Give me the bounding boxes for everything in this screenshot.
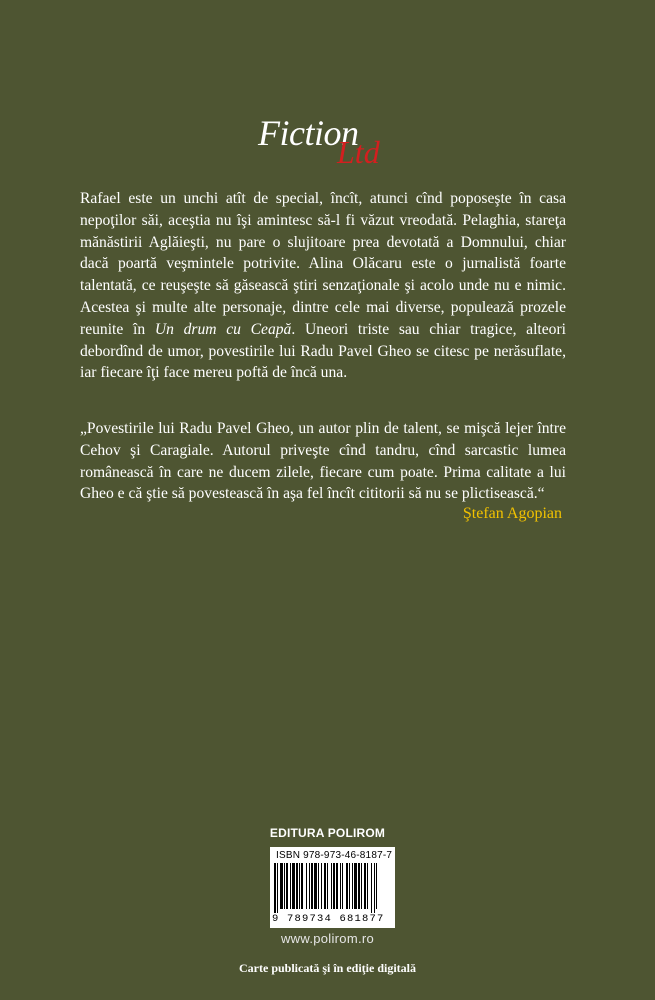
- isbn-number: ISBN 978-973-46-8187-7: [276, 850, 393, 861]
- barcode-bar: [367, 863, 368, 909]
- barcode-bar: [361, 863, 362, 909]
- barcode-bar: [364, 863, 366, 909]
- barcode-bar: [333, 863, 335, 909]
- barcode-bar: [284, 863, 285, 909]
- barcode-bar: [301, 863, 303, 909]
- barcode-bar: [324, 863, 326, 909]
- logo-fiction-text: Fiction: [258, 113, 359, 153]
- barcode-bar: [354, 863, 357, 909]
- publisher-name: EDITURA POLIROM: [269, 826, 386, 840]
- barcode-bar: [280, 863, 283, 909]
- barcode-bar: [306, 863, 307, 909]
- barcode-bar: [340, 863, 341, 909]
- publisher-website: www.polirom.ro: [280, 931, 375, 946]
- fiction-ltd-logo: [0, 112, 655, 172]
- book-title: Un drum cu Ceapă: [154, 320, 292, 338]
- logo-ltd-text: Ltd: [337, 134, 380, 170]
- barcode: [270, 847, 395, 928]
- barcode-bar: [321, 863, 322, 909]
- blurb-part-2: . Uneori triste sau chiar tragice, alteori debordînd de umor, povestirile lui Radu Pavel Gheo se citesc pe nerăsuflate, iar fiecare îţi face mereu poftă de încă una.: [80, 320, 567, 382]
- barcode-bar: [352, 863, 353, 909]
- barcode-bar: [327, 863, 328, 909]
- barcode-bars: [274, 863, 391, 913]
- barcode-bar: [299, 863, 300, 909]
- barcode-bar: [314, 863, 317, 909]
- barcode-bar: [349, 863, 350, 909]
- barcode-bar: [336, 863, 338, 909]
- barcode-bar: [296, 863, 298, 909]
- barcode-bar: [309, 863, 310, 909]
- barcode-bar: [346, 863, 348, 909]
- digital-edition-note: Carte publicată şi în ediţie digitală: [239, 961, 416, 975]
- barcode-bar: [277, 863, 278, 913]
- barcode-bar: [274, 863, 276, 913]
- barcode-bar: [286, 863, 288, 909]
- barcode-bar: [318, 863, 319, 909]
- barcode-bar: [371, 863, 372, 913]
- review-quote: „Povestirile lui Radu Pavel Gheo, un autor plin de talent, se mişcă lejer între Cehov şi Caragiale. Autorul priveşte cînd tandru, cînd sarcastic lumea românească în care ne ducem zilele, fiecare cum poate. Prima calitate a lui Gheo e că ştie să povestească în aşa fel încît cititorii să nu se plictisească.“: [80, 420, 566, 503]
- book-blurb: [80, 188, 566, 384]
- barcode-digits: 9 789734 681877: [272, 913, 385, 925]
- barcode-bar: [292, 863, 295, 909]
- barcode-bar: [374, 863, 375, 913]
- barcode-bar: [376, 863, 377, 909]
- barcode-bar: [342, 863, 343, 909]
- quote-author: Ştefan Agopian: [462, 505, 562, 522]
- barcode-bar: [358, 863, 360, 909]
- barcode-bar: [331, 863, 332, 909]
- barcode-bar: [290, 863, 291, 909]
- barcode-bar: [311, 863, 313, 909]
- blurb-part-1: Rafael este un unchi atît de special, încît, atunci cînd poposeşte în casa nepoţilor săi, aceştia nu îşi amintesc să-l fi văzut vreodată. Pelaghia, stareţa mănăstirii Aglăieşti, nu pare o slujitoare prea devotată a Domnului, chiar dacă poartă veşmintele potrivite. Alina Olăcaru este o jurnalistă foarte talentată, ce reuşeşte să găsească ştiri senzaţionale şi acolo unde nu e nimic. Acestea şi multe alte personaje, dintre cele mai diverse, populează prozele reunite în: [80, 190, 566, 338]
